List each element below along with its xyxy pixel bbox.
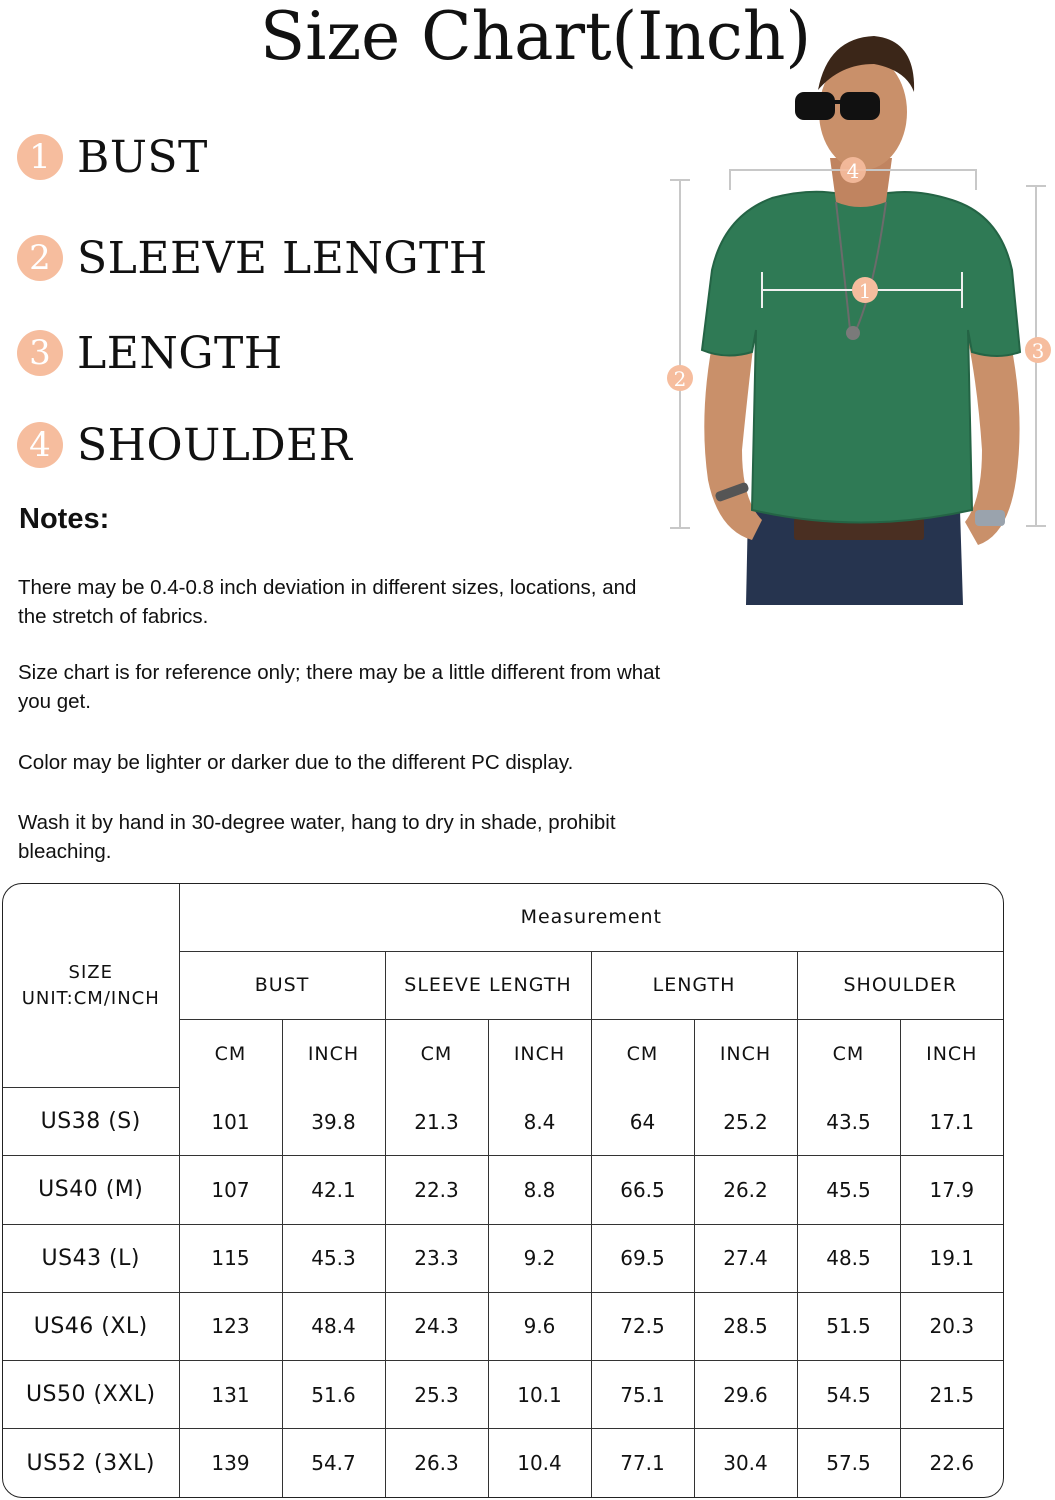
legend-item-length bbox=[17, 328, 283, 378]
unit-header: INCH bbox=[282, 1019, 385, 1087]
size-label: US46 (XL) bbox=[3, 1292, 179, 1360]
table-cell: 51.6 bbox=[282, 1361, 385, 1429]
table-cell: 21.3 bbox=[385, 1088, 488, 1156]
table-cell: 66.5 bbox=[591, 1156, 694, 1224]
table-cell: 64 bbox=[591, 1088, 694, 1156]
unit-header: INCH bbox=[488, 1019, 591, 1087]
marker-1-icon bbox=[852, 277, 878, 303]
measurement-header: Measurement bbox=[179, 884, 1003, 951]
table-cell: 19.1 bbox=[900, 1224, 1003, 1292]
table-cell: 139 bbox=[179, 1429, 282, 1497]
table-row bbox=[3, 1361, 1003, 1429]
table-cell: 54.5 bbox=[797, 1361, 900, 1429]
table-cell: 26.3 bbox=[385, 1429, 488, 1497]
unit-header: INCH bbox=[900, 1019, 1003, 1087]
table-cell: 22.3 bbox=[385, 1156, 488, 1224]
table-cell: 69.5 bbox=[591, 1224, 694, 1292]
unit-header: INCH bbox=[694, 1019, 797, 1087]
sunglasses-icon bbox=[795, 92, 835, 120]
table-cell: 8.4 bbox=[488, 1088, 591, 1156]
note-wash: Wash it by hand in 30-degree water, hang to dry in shade, prohibit bleaching. bbox=[18, 811, 616, 863]
table-cell: 101 bbox=[179, 1088, 282, 1156]
table-cell: 30.4 bbox=[694, 1429, 797, 1497]
table-cell: 27.4 bbox=[694, 1224, 797, 1292]
group-header-shoulder: SHOULDER bbox=[797, 951, 1003, 1019]
group-header-length: LENGTH bbox=[591, 951, 797, 1019]
table-cell: 24.3 bbox=[385, 1292, 488, 1360]
table-cell: 48.5 bbox=[797, 1224, 900, 1292]
table-cell: 131 bbox=[179, 1361, 282, 1429]
legend-item-sleeve-length bbox=[17, 233, 488, 283]
table-cell: 20.3 bbox=[900, 1292, 1003, 1360]
unit-header: CM bbox=[385, 1019, 488, 1087]
table-cell: 25.2 bbox=[694, 1088, 797, 1156]
table-cell: 17.9 bbox=[900, 1156, 1003, 1224]
table-row bbox=[3, 1224, 1003, 1292]
table-cell: 10.4 bbox=[488, 1429, 591, 1497]
size-table bbox=[2, 883, 1004, 1498]
table-row bbox=[3, 1292, 1003, 1360]
table-cell: 29.6 bbox=[694, 1361, 797, 1429]
table-cell: 17.1 bbox=[900, 1088, 1003, 1156]
table-cell: 9.2 bbox=[488, 1224, 591, 1292]
size-label: US38 (S) bbox=[3, 1088, 179, 1156]
table-row bbox=[3, 1429, 1003, 1497]
table-cell: 43.5 bbox=[797, 1088, 900, 1156]
size-label: US52 (3XL) bbox=[3, 1429, 179, 1497]
table-row bbox=[3, 1156, 1003, 1224]
group-header-bust: BUST bbox=[179, 951, 385, 1019]
unit-header: CM bbox=[179, 1019, 282, 1087]
table-cell: 54.7 bbox=[282, 1429, 385, 1497]
table-cell: 10.1 bbox=[488, 1361, 591, 1429]
notes-title: Notes: bbox=[19, 503, 110, 535]
table-cell: 48.4 bbox=[282, 1292, 385, 1360]
table-cell: 57.5 bbox=[797, 1429, 900, 1497]
number-2-icon: 2 bbox=[17, 235, 63, 281]
table-cell: 21.5 bbox=[900, 1361, 1003, 1429]
note-deviation: There may be 0.4-0.8 inch deviation in different sizes, locations, and the stretch of fabrics. bbox=[18, 576, 637, 628]
svg-text:1: 1 bbox=[858, 279, 872, 303]
svg-text:2: 2 bbox=[673, 367, 687, 391]
size-unit-header bbox=[3, 884, 179, 1088]
size-label: US50 (XXL) bbox=[3, 1361, 179, 1429]
watch-icon bbox=[975, 510, 1005, 526]
group-header-sleeve-length: SLEEVE LENGTH bbox=[385, 951, 591, 1019]
number-1-icon: 1 bbox=[17, 134, 63, 180]
marker-4-icon bbox=[840, 157, 866, 183]
legend-label: LENGTH bbox=[77, 327, 283, 379]
note-color: Color may be lighter or darker due to the different PC display. bbox=[18, 751, 574, 774]
table-cell: 22.6 bbox=[900, 1429, 1003, 1497]
marker-3-icon bbox=[1025, 337, 1051, 363]
size-label: US43 (L) bbox=[3, 1224, 179, 1292]
unit-header: CM bbox=[591, 1019, 694, 1087]
table-cell: 72.5 bbox=[591, 1292, 694, 1360]
legend-label: SHOULDER bbox=[77, 419, 353, 471]
legend-item-shoulder bbox=[17, 420, 352, 470]
number-3-icon: 3 bbox=[17, 330, 63, 376]
marker-2-icon bbox=[667, 365, 693, 391]
svg-text:4: 4 bbox=[846, 159, 860, 183]
number-4-icon: 4 bbox=[17, 422, 63, 468]
legend-item-bust bbox=[17, 132, 208, 182]
size-header-label: SIZE bbox=[68, 961, 113, 983]
table-cell: 45.3 bbox=[282, 1224, 385, 1292]
table-cell: 42.1 bbox=[282, 1156, 385, 1224]
legend-label: SLEEVE LENGTH bbox=[77, 232, 488, 284]
table-cell: 23.3 bbox=[385, 1224, 488, 1292]
table-cell: 8.8 bbox=[488, 1156, 591, 1224]
table-cell: 26.2 bbox=[694, 1156, 797, 1224]
size-label: US40 (M) bbox=[3, 1156, 179, 1224]
note-reference: Size chart is for reference only; there may be a little different from what you get. bbox=[18, 661, 661, 713]
table-cell: 115 bbox=[179, 1224, 282, 1292]
unit-header-label: UNIT:CM/INCH bbox=[21, 987, 160, 1009]
table-cell: 75.1 bbox=[591, 1361, 694, 1429]
table-cell: 28.5 bbox=[694, 1292, 797, 1360]
svg-text:3: 3 bbox=[1031, 339, 1045, 363]
model-photo bbox=[660, 30, 1055, 605]
table-cell: 77.1 bbox=[591, 1429, 694, 1497]
table-cell: 123 bbox=[179, 1292, 282, 1360]
table-cell: 25.3 bbox=[385, 1361, 488, 1429]
table-row bbox=[3, 1088, 1003, 1156]
table-cell: 39.8 bbox=[282, 1088, 385, 1156]
table-cell: 51.5 bbox=[797, 1292, 900, 1360]
table-cell: 9.6 bbox=[488, 1292, 591, 1360]
legend-label: BUST bbox=[77, 131, 208, 183]
page-title: Size Chart(Inch) bbox=[260, 0, 812, 75]
table-cell: 107 bbox=[179, 1156, 282, 1224]
unit-header: CM bbox=[797, 1019, 900, 1087]
table-cell: 45.5 bbox=[797, 1156, 900, 1224]
